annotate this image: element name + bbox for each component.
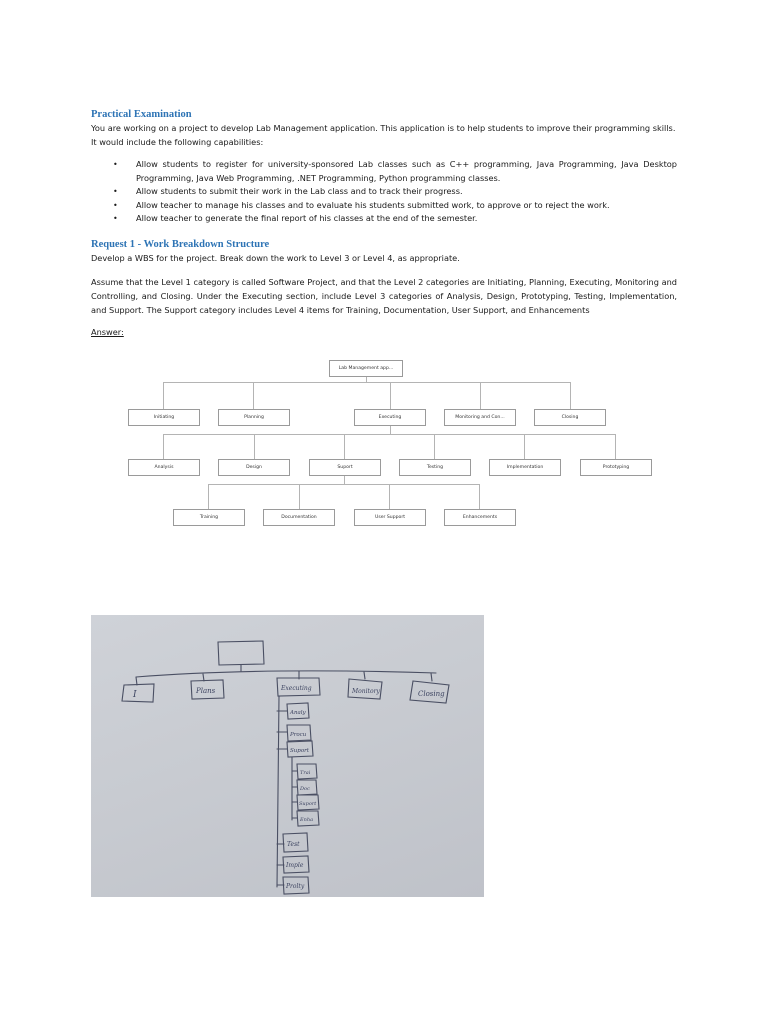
bullet-icon: • (113, 214, 118, 223)
wbs-node-monitoring: Monitoring and Con... (444, 409, 516, 426)
list-item: • Allow teacher to generate the final report of his classes at the end of the semester. (91, 212, 677, 226)
hw-node-documentation: Doc (300, 786, 310, 792)
wbs-root: Lab Management app... (329, 360, 403, 377)
hw-node-support: Suport (290, 748, 309, 754)
wbs-node-prototyping: Prototyping (580, 459, 652, 476)
request-heading: Request 1 - Work Breakdown Structure (91, 239, 270, 250)
document-title: Practical Examination (91, 109, 192, 120)
wbs-node-support: Suport (309, 459, 381, 476)
hw-node-implementation: Imple (286, 862, 304, 869)
intro-line-2: It would include the following capabilities: (91, 137, 264, 147)
wbs-node-analysis: Analysis (128, 459, 200, 476)
wbs-node-implementation: Implementation (489, 459, 561, 476)
wbs-node-design: Design (218, 459, 290, 476)
wbs-node-executing: Executing (354, 409, 426, 426)
wbs-node-closing: Closing (534, 409, 606, 426)
wbs-node-initiating: Initiating (128, 409, 200, 426)
hw-node-closing: Closing (418, 690, 445, 698)
hw-node-planning: Plans (196, 687, 216, 695)
wbs-node-enhancements: Enhancements (444, 509, 516, 526)
wbs-node-user-support: User Support (354, 509, 426, 526)
hw-node-user-support: Suport (299, 801, 317, 807)
hw-node-testing: Test (287, 841, 300, 848)
hw-node-monitoring: Monitory (352, 688, 380, 695)
hw-node-executing: Executing (281, 685, 312, 692)
capabilities-list (91, 158, 677, 226)
hw-node-analysis: Analy (290, 710, 306, 716)
wbs-node-testing: Testing (399, 459, 471, 476)
wbs-node-documentation: Documentation (263, 509, 335, 526)
handwritten-wbs-sketch (91, 615, 484, 897)
request-line: Develop a WBS for the project. Break down the work to Level 3 or Level 4, as appropriate. (91, 253, 460, 263)
bullet-icon: • (113, 160, 118, 169)
wbs-node-planning: Planning (218, 409, 290, 426)
answer-label: Answer: (91, 327, 124, 337)
hw-node-procurement: Procu (290, 732, 307, 738)
wbs-node-training: Training (173, 509, 245, 526)
list-item: • Allow students to submit their work in the Lab class and to track their progress. (91, 185, 677, 199)
handwritten-wbs-photo (91, 615, 484, 897)
list-item: • Allow teacher to manage his classes and to evaluate his students submitted work, to approve or to reject the work. (91, 199, 677, 213)
hw-node-prototyping: Prolty (286, 883, 305, 890)
list-item: • Allow students to register for university-sponsored Lab classes such as C++ programming, Java Programming, Java Desktop Programming, Java Web Programming, .NET Programming, Python programming classes. (113, 159, 677, 183)
hw-node-initiating: I (133, 690, 137, 700)
hw-node-training: Trai (300, 770, 311, 776)
bullet-icon: • (113, 200, 118, 210)
hw-node-enhancements: Enha (300, 817, 314, 823)
assumption-paragraph: Assume that the Level 1 category is called Software Project, and that the Level 2 categories are Initiating, Planning, Executing, Monitoring and Controlling, and Closing. Under the Executing section, include Level 3 categories of Analysis, Design, Prototyping, Testing, Implementation, and Support. The Support category includes Level 4 items for Training, Documentation, User Support, and Enhancements (91, 277, 677, 315)
bullet-icon: • (113, 187, 118, 196)
intro-line-1: You are working on a project to develop Lab Management application. This application is to help students to improve their programming skills. (91, 123, 676, 133)
